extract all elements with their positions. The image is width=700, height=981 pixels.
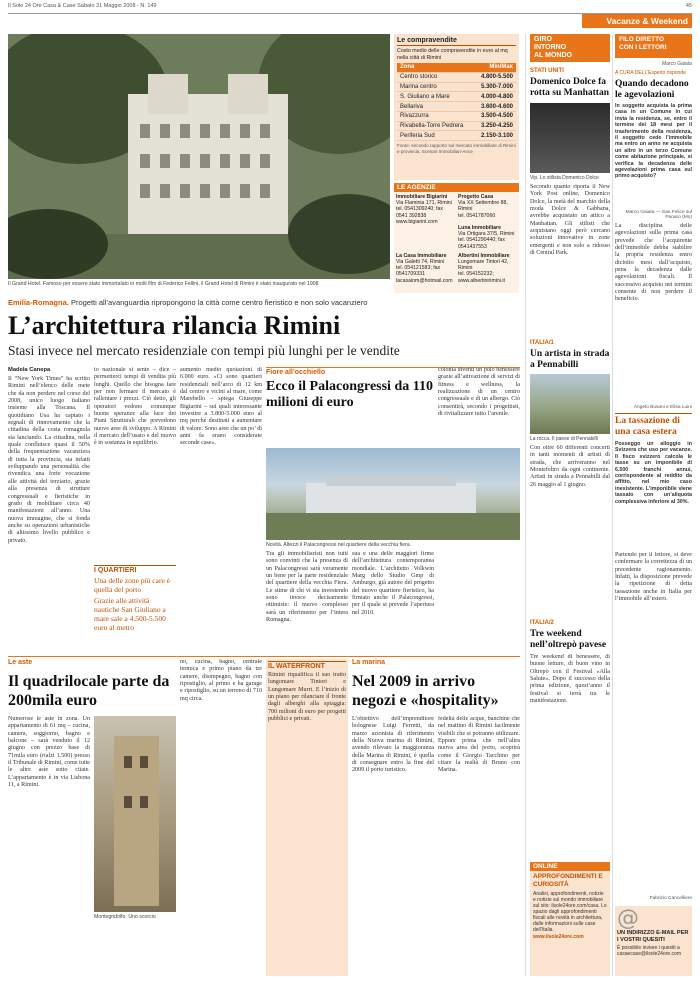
pc-col-3: colonia diventi un polo benessere grazie all’attivazione di servizi di fitness e wellness, la realizzazione di un centro congressuale e di un albergo. Ciò consentirà, secondo i progettisti, di rivitalizzare tutto l’arenile.	[438, 367, 520, 418]
marina-col-1: L’obiettivo dell’imprenditore bolognese Luigi Ferretti, da marzo azionista di riferimento della Nuova marina di Rimini, avendo rilevato la maggioranza della Marina di Rimini, è quella di consegnare entro la fine del 2009 il porto turistico.	[352, 716, 434, 774]
online-label: ONLINE	[530, 862, 610, 871]
filo-title-2: La tassazione di una casa estera	[615, 416, 680, 437]
table-row: Periferia Sud 2.150-3.100	[397, 131, 516, 141]
aste-title: Il quadrilocale parte da 200mila euro	[8, 673, 170, 709]
dolce-photo	[530, 103, 610, 173]
masthead	[8, 3, 692, 13]
filo-answer-2: Partendo per il lettore, si deve confermare la correttezza di un precedente ragionamento. Infatti, la disposizione prevede la ripetizione di detta tassazione anche in Italia per l’immobile all’estero.	[615, 552, 692, 603]
palacongressi-caption: Novità. Altezzi il Palacongressi nel quartiere della vecchia fiera.	[266, 542, 412, 548]
photo-caption: Il Grand Hotel. Famoso per essere stato immortalato in molti film di Federico Fellini, il Grand Hotel di Rimini è stato inaugurato nel 1908	[8, 281, 319, 287]
giro-italia-1: ITALIA/1	[530, 340, 554, 346]
filo-question-sign: Marco Gaiata — San Felice sul Panaro (Mo)	[625, 210, 692, 220]
agency-item: La Casa Immobiliare Via Galetti 74, Rimini tel. 054121583; fax 0541709331 lacasainm@hotmail.com	[396, 252, 453, 284]
article-col-2: to nazionale si sente – dice – permetterci tempi di vendita più lunghi. Quello che bisogna fare per non fermare il mercato è rallentare i prezzi. Ciò detto, gli operatori vedono comunque buone speranze alla luce dei Piani Strutturali che prevedono nuove aree di sviluppo. A Rimini il mercato dell’usato e del nuovo è in sostanza in equilibrio.	[94, 367, 176, 447]
table-row: S. Giuliano a Mare 4.000-4.800	[397, 92, 516, 102]
price-box	[394, 34, 519, 180]
agency-item: Albertini Immobiliare Lungomare Tintori 42, Rimini tel. 054152232; www.albertinirimini.it	[458, 252, 510, 284]
quartieri-label: I QUARTIERI	[94, 565, 176, 574]
agencies-title: LE AGENZIE	[394, 183, 519, 192]
filo-title: Quando decadono le agevolazioni	[615, 79, 689, 100]
table-row: Centro storico 4.800-5.500	[397, 72, 516, 82]
aste-col-2: no, cucina, bagno, centrale termica e primo piano da tre camere, disimpegno, bagno con ripostiglio, al primo e ha garage e ripostiglio, su un terreno di 710 mq circa.	[180, 659, 262, 702]
section-label: Vacanze & Weekend	[582, 14, 692, 28]
col-zone: Zona	[397, 63, 474, 72]
filo-acura: A CURA DELL’Esperto risponde	[615, 70, 686, 76]
main-headline: L’architettura rilancia Rimini	[8, 311, 341, 340]
palacongressi-kicker: Fiore all’occhiello	[266, 369, 326, 376]
main-subheadline: Stasi invece nel mercato residenziale con tempi più lunghi per le vendite	[8, 343, 400, 358]
byline: Madela Canepa	[8, 367, 51, 373]
waterfront-label: IL WATERFRONT	[268, 661, 346, 670]
online-box	[530, 862, 610, 976]
filo-question-2: Posseggo un alloggio in Svizzera che uso per vacanze. Il fisco svizzero calcola le tasse su un imponibile di 6.500 franchi annui, corrispondente al reddito da affitto, nel mio caso inesistente. L’imponibile viene tassato con un’aliquota complessiva inferiore al 30%.	[615, 441, 692, 505]
dolce-caption: Vip. Lo stilista Domenico Dolce	[530, 175, 599, 181]
online-title: APPROFONDIMENTI E CURIOSITÀ	[533, 873, 603, 888]
pc-col-1: Tra gli immobiliaristi non tutti sono convinti che la presenza di un Palacongressi sarà veramente un bene per la parte residenziale del quartiere della vecchia Fiera. Le stime di chi vi sta investendo sono invece decisamente ottimiste: il nuovo complesso sarà un riferimento per l’intera Romagna.	[266, 551, 348, 624]
article-col-2b	[94, 628, 176, 652]
marina-col-2: fedeltà delle acque, banchine che nel mattino di Rimini facilmente visibili che si potranno utilizzare. Eppure prima che nell’altra nuova area del porto, scoprirà come il Giorgio Tacchino per citare la realtà di Bruno con Marina.	[438, 716, 520, 774]
table-row: Bellariva 3.600-4.600	[397, 102, 516, 112]
price-source: Fonte: secondo rapporto sul mercato immobiliare di Rimini e provincia, Scenari Immobiliari-Ance	[397, 143, 516, 154]
giro-stati-uniti: STATI UNITI	[530, 68, 564, 74]
agency-item: Progetto Casa Via XX Settembre 88, Rimini tel. 0541787060 Luna Immobiliare Via Ortigara 37/5, Rimini tel. 0541290440; fax 0541437553	[458, 194, 515, 250]
montegridolfo-illustration	[94, 716, 176, 912]
filo-question: In soggetto acquista la prima casa in un Comune in cui invia la residenza, se, entro il termine dei 18 mesi per il trasferimento della residenza, il soggetto cede l’immobile ma entro un anno ne acquista un altro in un terzo Comune come abitazione principale, si verifica la decadenza delle agevolazioni prima casa sul primo acquisto?	[615, 103, 692, 180]
filo-answer-sign: Angelo Busani e Elisa Luini	[633, 405, 692, 410]
hotel-illustration	[8, 34, 390, 279]
online-text: Analisi, approfondimenti, notizie e notizie sul mondo immobiliare sul sito: ilsole24ore.com/casa. Lo spazio dagli approfondimenti fiscali alle novità in architettura, dalle informazioni sulle case dell’Italia.	[533, 891, 607, 933]
table-row: Rivabella-Torre Pedrera 3.250-4.250	[397, 121, 516, 131]
masthead-info: Il Sole 24 Ore Casa & Case Sabato 31 Maggio 2008 - N. 149	[8, 3, 157, 9]
pc-col-2: sua e una delle maggiori firme dell’architettura contemporanea mondiale. L’architetto Volkwin Marg dello Studio Gmp di Amburgo, già autore del progetto del nuovo quartiere fieristico, ha firmato anche il Palacongressi, per il quale si prevede l’apertura nel 2010.	[352, 551, 434, 616]
article-col-1: Il “New York Times” ha scritto Rimini nell’elenco delle mete che da non perdere nel corso del 2008, unico luogo italiano insieme alla Toscana. Il quotidiano Usa ha captato i segnali di rinnovamento che la cittadina della costa romagnola sta lanciando. La cittadina, nella quale confluisce quasi il 50% della frequentazione vacanziera di tutta la provincia, sta infatti sviluppando una personalità che rivendica una forte vocazione alle attività del terziario, grazie alla presenza di strutture congressuali e fieristiche in grado di mobilitare circa 40 manifestazioni all’anno. Una nuova immagine, che si fonda anche su operazioni urbanistiche di altissimo livello pubblico e privato.	[8, 376, 90, 544]
filo-sign-1: Marco Gaiata	[661, 61, 692, 67]
table-row: Rivazzurra 3.500-4.500	[397, 111, 516, 121]
grand-hotel-photo	[8, 34, 390, 279]
waterfront-box	[266, 659, 348, 976]
price-box-intro: Costo medio delle compravendite in euro al mq nella città di Rimini	[397, 48, 508, 61]
article-col-3: aumento medio quotazioni di 6.000 euro. «Ci sono quartieri residenziali nell’arco di 12 km dal centro e vicini al mare, come Marebello – spiega Giuseppe Bigiarini – sui quali interessante investire a 3.800-5.000 euro al mq perché destinati a aumentare di valore. Sono aree che un po’ di anni fa erano considerate seconde case».	[180, 367, 262, 447]
email-box	[615, 906, 692, 976]
giro-text-3: Tre weekend di benessere, di buone letture, di buon vino in Oltrepò con il Festival «Alla Salute». Dopo il successo della prima edizione, quest’anno il festival si terrà tra le manifestazioni.	[530, 654, 610, 705]
giro-title-1: Domenico Dolce fa rotta su Manhattan	[530, 77, 609, 98]
col-value: Min/Max	[474, 63, 516, 72]
page-number: 45	[685, 3, 692, 9]
marina-label: La marina	[352, 659, 386, 666]
montegridolfo-caption: Montegridolfo. Uno scorcio	[94, 914, 156, 920]
giro-title-3: Tre weekend nell’oltrepò pavese	[530, 629, 607, 650]
montegridolfo-photo	[94, 716, 176, 912]
headline-kicker: Emilia-Romagna. Progetti all’avanguardia ripropongono la città come centro fieristico e non solo vacanziero	[8, 298, 368, 307]
palacongressi-title: Ecco il Palacongressi da 110 milioni di euro	[266, 379, 433, 410]
at-icon: @	[617, 906, 639, 931]
filo-header: FILO DIRETTO CON I LETTORI	[615, 34, 692, 58]
giro-header: GIRO INTORNO AL MONDO	[530, 34, 610, 62]
price-table	[397, 63, 516, 141]
email-text[interactable]: È possibile inviare i quesiti a casaecase@ilsole24ore.com	[617, 944, 681, 957]
quartieri-line: Una delle zone più care è quella del porto	[94, 576, 170, 594]
giro-text-1: Secondo quanto riporta il New York Post online, Domenico Dolce, la metà del marchio della moda Dolce & Gabbana, avrebbe acquistato un attico a Manhattan. Gli stilisti che acquistano oggi però cercano soluzioni innovative in zone emergenti e non solo a ridosso di Central Park.	[530, 184, 610, 257]
quartieri-box	[94, 565, 176, 632]
price-box-title: Le compravendite	[397, 37, 516, 46]
filo-answer: La disciplina delle agevolazioni sulla prima casa prevede che l’acquirente dell’immobile debba stabilire la propria residenza entro diciotto mesi dall’acquisto, pena la decadenza dalle agevolazioni fiscali. Il successivo acquisto nei termini consente di non perdere il beneficio.	[615, 223, 692, 303]
aste-label: Le aste	[8, 659, 33, 666]
giro-title-2: Un artista in strada a Pennabilli	[530, 349, 610, 370]
waterfront-text: Rimini riqualifica il suo tratto lungomare Tintori e Lungomare Murri. E l’inizio di un piano per rilanciare il fronte dagli alberghi alla spiaggia: 700 milioni di euro per progetti pubblici e privati.	[268, 672, 346, 723]
filo-answer-sign-2: Fabrizio Cancelliere	[649, 896, 692, 901]
giro-text-2: Con oltre 60 differenti concerti in tanti momenti di artisti di strada, che arriveranno nel Montefeltro da ogni continente. Artisti in strada a Pennabilli dal 26 maggio al 1 giugno.	[530, 445, 610, 488]
giro-italia-2: ITALIA/2	[530, 620, 554, 626]
pennabilli-photo	[530, 374, 610, 434]
quartieri-line: Grazie alle attività nautiche San Giuliano a mare sale a 4.500-5.500 euro al metro	[94, 596, 166, 632]
aste-col-1: Numerose le aste in zona. Un appartamento di 61 mq – cucina, camera, soggiorno, bagno e balcone – sarà venduto il 12 giugno con prezzo base di 71mila euro (rialzi 1.500) presso il Tribunale di Rimini, come tutte le altre aste sotto citate. L’appartamento è in via Lisbona 11, a Rimini.	[8, 716, 90, 789]
table-row: Marina centro 5.300-7.000	[397, 82, 516, 92]
online-url[interactable]: www.ilsole24ore.com	[533, 934, 584, 940]
pennabilli-caption: La rocca. Il paese di Pennabilli	[530, 436, 598, 442]
agency-item: Immobiliare Bigiarini Via Flaminia 171, Rimini tel. 0541309240; fax 0541 392838 www.bigiarini.com	[396, 194, 452, 225]
marina-title: Nel 2009 in arrivo negozi e «hospitality»	[352, 673, 499, 709]
email-title: UN INDIRIZZO E-MAIL PER I VOSTRI QUESITI	[617, 930, 689, 943]
agencies-box	[394, 183, 519, 293]
